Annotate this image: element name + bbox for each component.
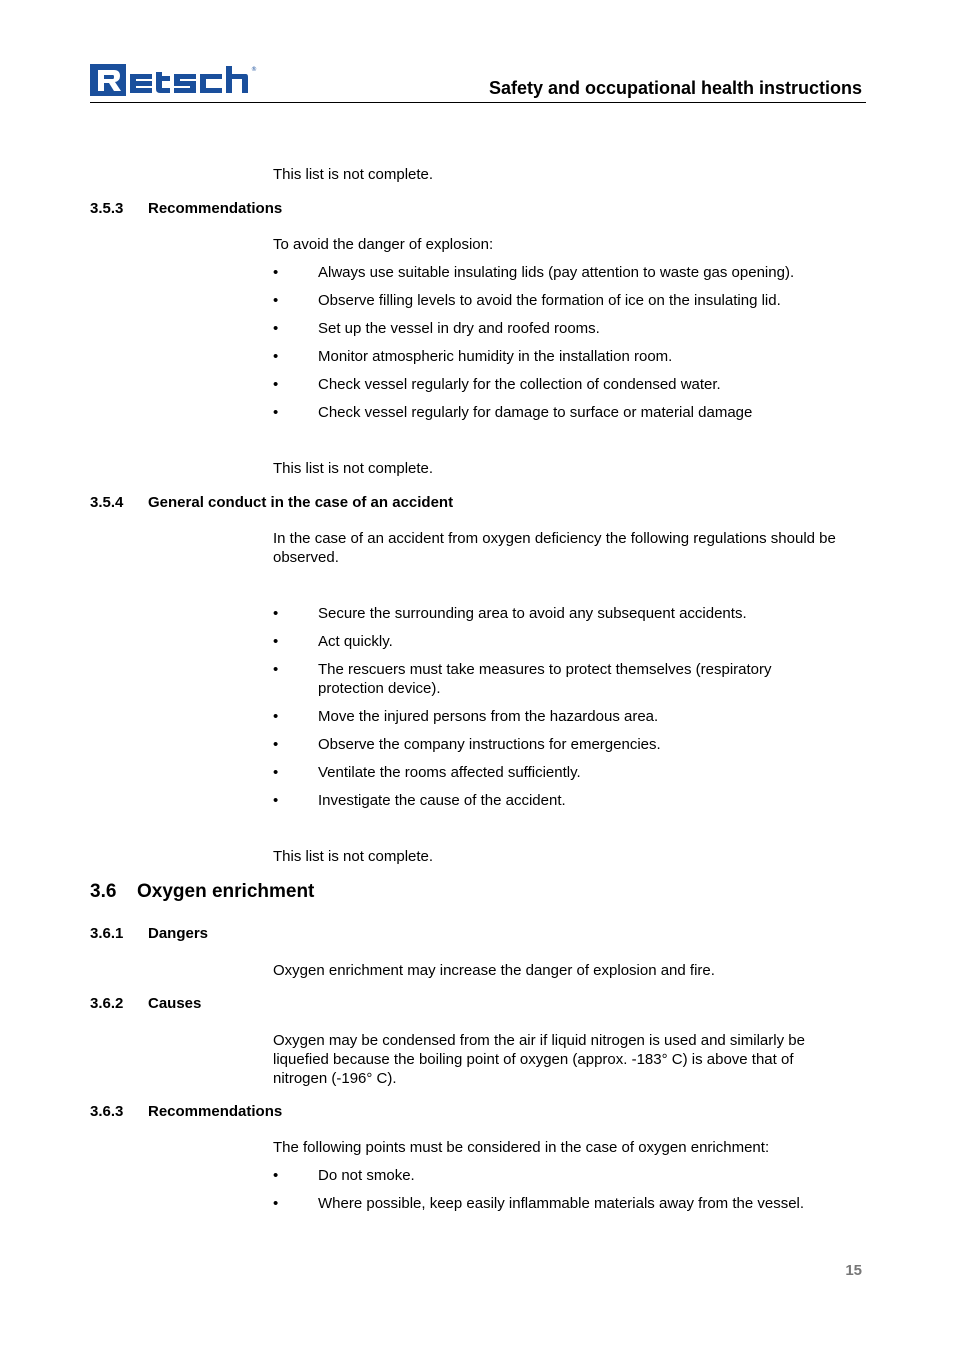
list-item-text: Always use suitable insulating lids (pay attention to waste gas opening).: [318, 264, 795, 281]
section-title: Recommendations: [148, 1103, 283, 1120]
bullet-icon: •: [273, 605, 279, 622]
bullet-icon: •: [273, 764, 279, 781]
list-note: This list is not complete.: [273, 166, 434, 183]
bullet-icon: •: [273, 404, 279, 421]
bullet-icon: •: [273, 792, 279, 809]
list-item-text: Check vessel regularly for damage to surface or material damage: [318, 404, 753, 421]
section-title: Dangers: [148, 925, 209, 942]
list-item-text: Monitor atmospheric humidity in the installation room.: [318, 348, 673, 365]
list-item-text: Where possible, keep easily inflammable materials away from the vessel.: [318, 1195, 805, 1212]
list-item-text: Do not smoke.: [318, 1167, 415, 1184]
list-item-text: Set up the vessel in dry and roofed rooms.: [318, 320, 600, 337]
body-paragraph: Oxygen enrichment may increase the danger of explosion and fire.: [273, 962, 715, 979]
section-number: 3.6.3: [90, 1103, 124, 1120]
page-number: 15: [845, 1262, 862, 1279]
bullet-icon: •: [273, 376, 279, 393]
list-item-text: Observe the company instructions for emergencies.: [318, 736, 661, 753]
section-number: 3.5.3: [90, 200, 124, 217]
header-title: Safety and occupational health instructions: [488, 78, 862, 98]
list-item-text: Act quickly.: [318, 633, 393, 650]
bullet-icon: •: [273, 348, 279, 365]
bullet-icon: •: [273, 292, 279, 309]
retsch-logo: [90, 62, 258, 98]
section-title: Causes: [148, 995, 202, 1012]
svg-text:®: ®: [251, 66, 257, 73]
bullet-icon: •: [273, 1195, 279, 1212]
section-number: 3.5.4: [90, 494, 124, 511]
bullet-icon: •: [273, 661, 279, 678]
list-item-text: Investigate the cause of the accident.: [318, 792, 566, 809]
list-item-text: Check vessel regularly for the collection of condensed water.: [318, 376, 721, 393]
bullet-icon: •: [273, 264, 279, 281]
section-title: Oxygen enrichment: [137, 881, 315, 902]
intro-paragraph: To avoid the danger of explosion:: [273, 236, 494, 253]
section-number: 3.6: [90, 881, 117, 902]
bullet-icon: •: [273, 708, 279, 725]
list-note: This list is not complete.: [273, 848, 434, 865]
bullet-icon: •: [273, 320, 279, 337]
list-note: This list is not complete.: [273, 460, 434, 477]
intro-paragraph: The following points must be considered in the case of oxygen enrichment:: [273, 1139, 770, 1156]
list-item-text: Observe filling levels to avoid the formation of ice on the insulating lid.: [318, 292, 781, 309]
body-paragraph: Oxygen may be condensed from the air if liquid nitrogen is used and similarly be liquefied because the boiling point of oxygen (approx. -183° C) is above that of nitrogen (-196° C).: [273, 1032, 805, 1087]
bullet-icon: •: [273, 633, 279, 650]
section-number: 3.6.2: [90, 995, 124, 1012]
header-divider: [90, 102, 866, 103]
section-number: 3.6.1: [90, 925, 124, 942]
bullet-icon: •: [273, 1167, 279, 1184]
list-item-text: Move the injured persons from the hazardous area.: [318, 708, 659, 725]
bullet-icon: •: [273, 736, 279, 753]
list-item-text: Secure the surrounding area to avoid any subsequent accidents.: [318, 605, 747, 622]
list-item-text: The rescuers must take measures to protect themselves (respiratory protection device).: [318, 661, 772, 697]
section-title: General conduct in the case of an accident: [148, 494, 454, 511]
intro-paragraph: In the case of an accident from oxygen deficiency the following regulations should be observed.: [273, 530, 836, 566]
list-item-text: Ventilate the rooms affected sufficiently.: [318, 764, 581, 781]
section-title: Recommendations: [148, 200, 283, 217]
